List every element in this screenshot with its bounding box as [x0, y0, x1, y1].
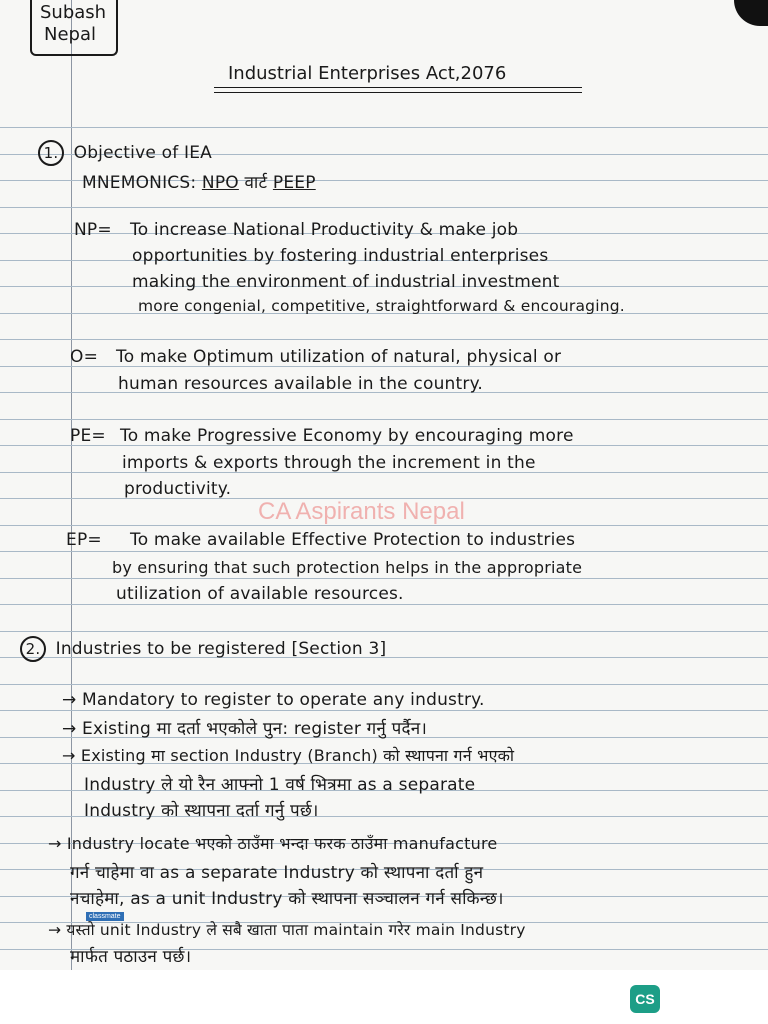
registration-bullet: → Existing मा दर्ता भएकोले पुन: register गर्नु पर्दैन। [62, 719, 427, 739]
objective-pe-line: To make Progressive Economy by encouraging more [120, 426, 574, 446]
objective-np-line: opportunities by fostering industrial enterprises [132, 246, 549, 266]
mnemonic-join: वार्ट [244, 173, 268, 193]
registration-bullet: मार्फत पठाउन पर्छ। [70, 947, 192, 967]
objective-np-key: NP= [74, 220, 112, 240]
objective-np-line: To increase National Productivity & make job [130, 220, 519, 240]
objective-ep-key: EP= [66, 530, 102, 550]
ruled-line [0, 551, 768, 552]
section1-heading: Objective of IEA [73, 143, 212, 163]
objective-np-line: more congenial, competitive, straightforward & encouraging. [138, 297, 625, 315]
registration-bullet: नचाहेमा, as a unit Industry को स्थापना सञ्चालन गर्न सकिन्छ। [70, 889, 504, 909]
objective-pe-key: PE= [70, 426, 106, 446]
registration-bullet: → Existing मा section Industry (Branch) को स्थापना गर्न भएको [62, 746, 515, 765]
objective-o-key: O= [70, 347, 99, 367]
objective-ep-line: by ensuring that such protection helps in the appropriate [112, 558, 583, 577]
objective-pe-line: imports & exports through the increment in the [122, 453, 536, 473]
objective-ep-line: utilization of available resources. [116, 584, 404, 604]
section1-heading-row [38, 140, 212, 166]
mnemonic-b: PEEP [272, 173, 316, 193]
page-corner [734, 0, 768, 26]
section1-number: 1. [38, 140, 64, 166]
ruled-line [0, 339, 768, 340]
mnemonic-row [82, 170, 316, 193]
watermark: CA Aspirants Nepal [258, 498, 465, 525]
title-underline [214, 87, 582, 93]
objective-pe-line: productivity. [124, 479, 232, 499]
ruled-line [0, 419, 768, 420]
ruled-line [0, 604, 768, 605]
registration-bullet: → यस्तो unit Industry ले सबै खाता पाता maintain गरेर main Industry [48, 921, 526, 939]
author-box [30, 0, 118, 56]
mnemonic-label: MNEMONICS: [82, 173, 197, 193]
section2-heading-row [20, 636, 386, 662]
ruled-line [0, 207, 768, 208]
camscanner-logo: CS [630, 985, 660, 1013]
section2-heading: Industries to be registered [Section 3] [55, 639, 387, 659]
registration-bullet: गर्न चाहेमा वा as a separate Industry को स्थापना दर्ता हुन [70, 863, 484, 883]
ruled-line [0, 710, 768, 711]
section2-number: 2. [20, 636, 46, 662]
objective-np-line: making the environment of industrial investment [132, 272, 560, 292]
objective-ep-line: To make available Effective Protection to industries [130, 530, 576, 550]
objective-o-line: To make Optimum utilization of natural, physical or [116, 347, 562, 367]
classmate-brand-tag: classmate [86, 912, 124, 921]
registration-bullet: Industry को स्थापना दर्ता गर्नु पर्छ। [84, 801, 319, 821]
ruled-line [0, 578, 768, 579]
registration-bullet: → Mandatory to register to operate any industry. [62, 690, 485, 710]
objective-o-line: human resources available in the country. [118, 374, 484, 394]
author-first-name: Subash [40, 2, 107, 23]
ruled-line [0, 684, 768, 685]
page-title: Industrial Enterprises Act,2076 [228, 63, 507, 84]
ruled-line [0, 127, 768, 128]
registration-bullet: → Industry locate भएको ठाउँमा भन्दा फरक ठाउँमा manufacture [48, 834, 498, 853]
ruled-line [0, 631, 768, 632]
author-last-name: Nepal [44, 24, 96, 45]
mnemonic-a: NPO [201, 173, 239, 193]
registration-bullet: Industry ले यो रैन आफ्नो 1 वर्ष भित्रमा as a separate [84, 775, 476, 795]
